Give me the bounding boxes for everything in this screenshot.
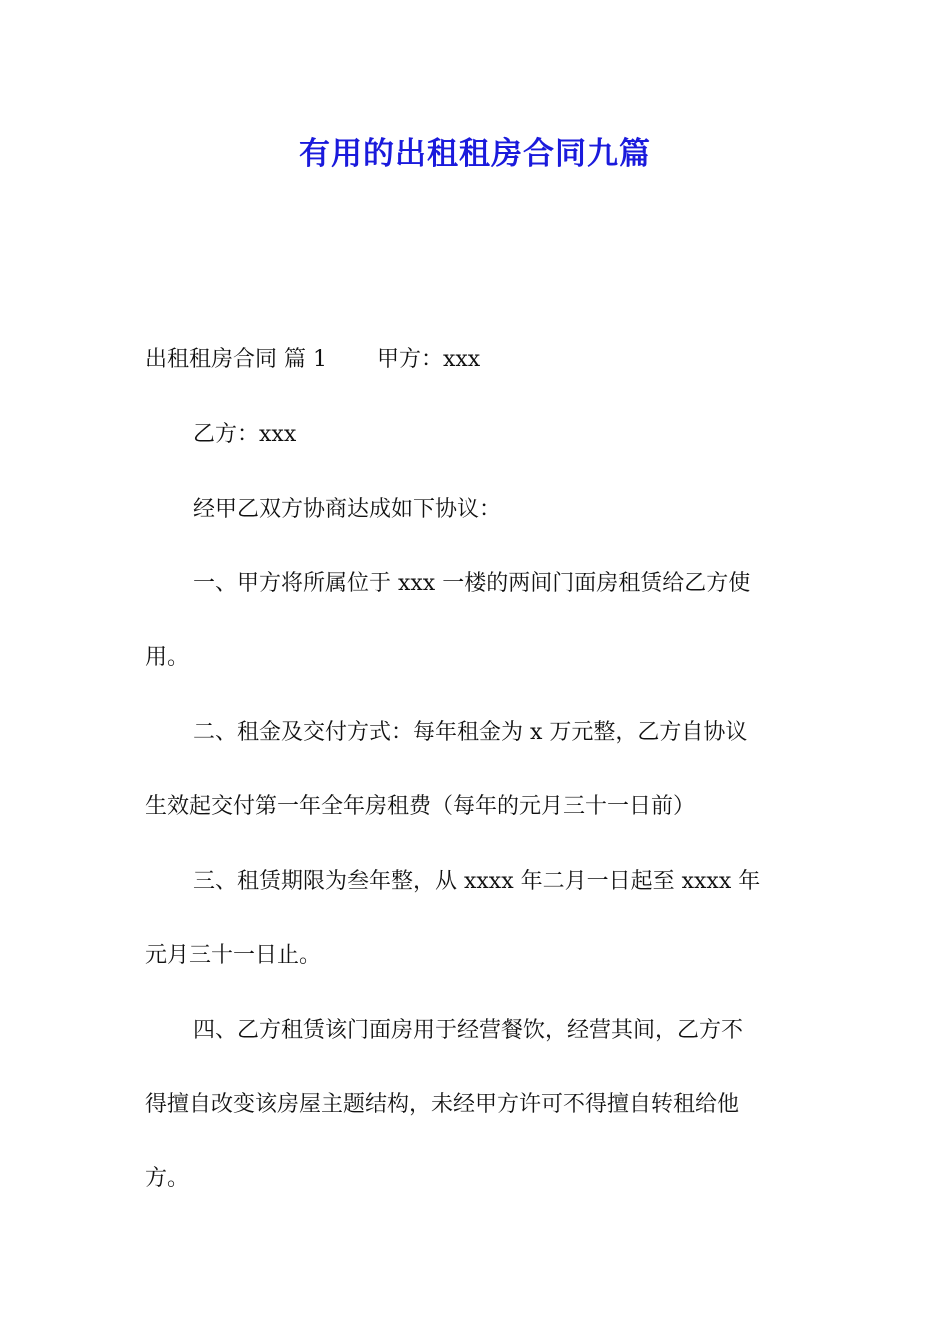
contract-heading: 出租租房合同 篇 1 (145, 347, 327, 372)
clause-1-line-1: 一、甲方将所属位于 xxx 一楼的两间门面房租赁给乙方使 (193, 571, 751, 596)
clause-2-line-1: 二、租金及交付方式：每年租金为 x 万元整，乙方自协议 (193, 720, 748, 745)
agreement-intro: 经甲乙双方协商达成如下协议： (193, 497, 502, 522)
clause-4-line-2: 得擅自改变该房屋主题结构，未经甲方许可不得擅自转租给他 (145, 1092, 740, 1117)
clause-1-line-2: 用。 (145, 645, 190, 670)
party-b: 乙方：xxx (193, 422, 297, 447)
clause-2-line-2: 生效起交付第一年全年房租费（每年的元月三十一日前） (145, 794, 696, 819)
clause-3-line-1: 三、租赁期限为叁年整，从 xxxx 年二月一日起至 xxxx 年 (193, 869, 761, 894)
document-title: 有用的出租租房合同九篇 (299, 136, 651, 172)
clause-4-line-3: 方。 (145, 1166, 190, 1191)
text-line-1 (145, 344, 810, 376)
party-a: 甲方：xxx (376, 347, 481, 372)
clause-3-line-2: 元月三十一日止。 (145, 943, 322, 968)
clause-4-line-1: 四、乙方租赁该门面房用于经营餐饮，经营其间，乙方不 (193, 1018, 744, 1043)
